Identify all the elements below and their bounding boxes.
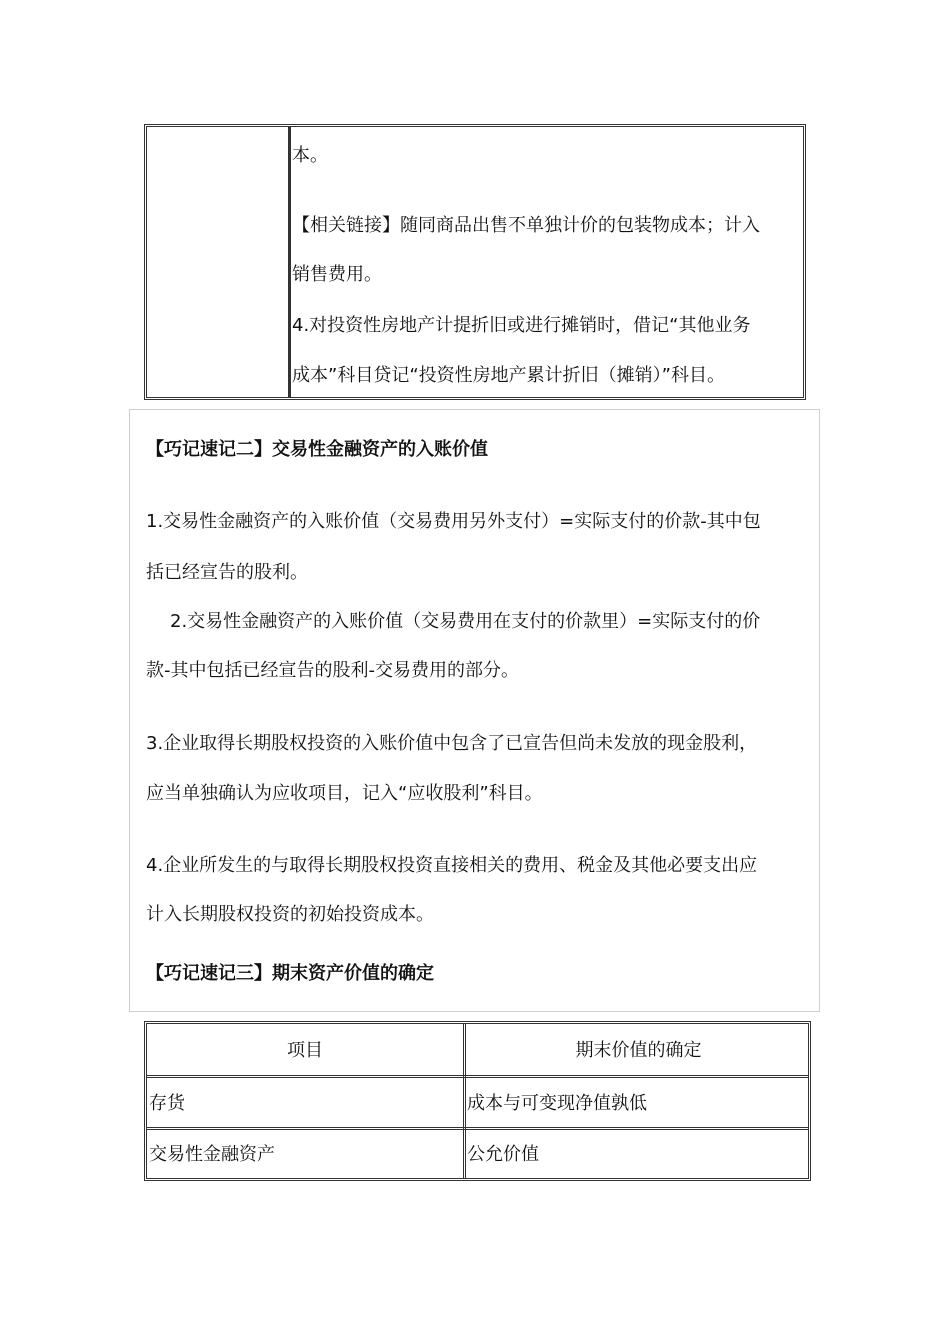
table-cell: 成本与可变现净值孰低 (467, 1093, 647, 1114)
text-line: 销售费用。 (292, 264, 382, 285)
section-heading: 【巧记速记三】期末资产价值的确定 (146, 963, 434, 984)
row-divider (147, 1075, 808, 1078)
text-line: 应当单独确认为应收项目，记入“应收股利”科目。 (146, 783, 543, 804)
column-divider (288, 127, 291, 397)
text-line: 4.企业所发生的与取得长期股权投资直接相关的费用、税金及其他必要支出应 (146, 855, 758, 876)
row-divider (147, 1127, 808, 1130)
top-table (144, 124, 806, 400)
text-line: 2.交易性金融资产的入账价值（交易费用在支付的价款里）=实际支付的价 (170, 611, 761, 632)
memo-box (129, 409, 820, 1012)
text-line: 4.对投资性房地产计提折旧或进行摊销时，借记“其他业务 (292, 315, 751, 336)
section-heading: 【巧记速记二】交易性金融资产的入账价值 (146, 439, 488, 460)
text-line: 款-其中包括已经宣告的股利-交易费用的部分。 (146, 660, 519, 681)
value-table (144, 1021, 811, 1181)
text-line: 括已经宣告的股利。 (146, 562, 308, 583)
text-line: 3.企业取得长期股权投资的入账价值中包含了已宣告但尚未发放的现金股利， (146, 733, 758, 754)
table-header: 期末价值的确定 (575, 1040, 702, 1061)
text-line: 1.交易性金融资产的入账价值（交易费用另外支付）=实际支付的价款-其中包 (146, 511, 761, 532)
table-cell: 交易性金融资产 (149, 1144, 275, 1165)
text-line: 本。 (292, 145, 328, 166)
table-header: 项目 (287, 1040, 323, 1061)
text-line: 成本”科目贷记“投资性房地产累计折旧（摊销）”科目。 (292, 365, 725, 386)
table-cell: 存货 (149, 1093, 185, 1114)
text-line: 【相关链接】随同商品出售不单独计价的包装物成本；计入 (292, 215, 760, 236)
text-line: 计入长期股权投资的初始投资成本。 (146, 904, 434, 925)
table-cell: 公允价值 (467, 1144, 539, 1165)
